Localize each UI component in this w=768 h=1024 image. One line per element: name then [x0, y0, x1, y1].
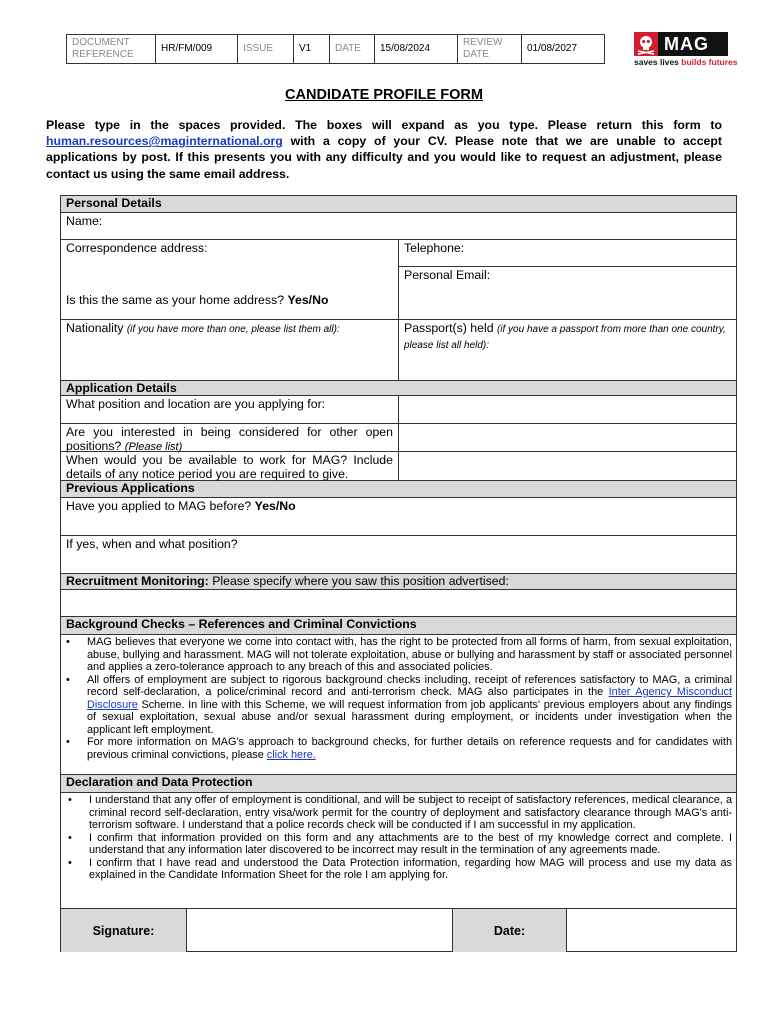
- page-title: CANDIDATE PROFILE FORM: [285, 87, 483, 103]
- passport-field[interactable]: Passport(s) held (if you have a passport from more than one country, please list all held):: [399, 320, 737, 381]
- position-question: What position and location are you applying for:: [61, 396, 399, 424]
- other-positions-answer-field[interactable]: [399, 424, 737, 452]
- intro-paragraph: Please type in the spaces provided. The boxes will expand as you type. Please return this form to human.resources@maginternational.org with a copy of your CV. Please note that we are unable to accept applications by post. If this presents you with any difficulty and you would like to request an adjustment, please contact us using the same email address.: [46, 118, 722, 181]
- skull-icon: [634, 32, 658, 56]
- click-here-link[interactable]: click here.: [266, 748, 316, 761]
- telephone-field[interactable]: Telephone:: [399, 240, 737, 267]
- applied-before-field[interactable]: Have you applied to MAG before? Yes/No: [61, 498, 737, 536]
- previous-position-field[interactable]: If yes, when and what position?: [61, 536, 737, 574]
- background-checks-list: [61, 635, 737, 775]
- doc-ref-value: HR/FM/009: [156, 35, 238, 64]
- review-date-label: REVIEW DATE: [458, 35, 522, 64]
- personal-details-heading: Personal Details: [61, 196, 737, 213]
- position-answer-field[interactable]: [399, 396, 737, 424]
- signature-label: Signature:: [61, 909, 187, 952]
- declaration-list: [61, 793, 737, 909]
- background-checks-heading: Background Checks – References and Criminal Convictions: [61, 617, 737, 635]
- nationality-field[interactable]: Nationality (if you have more than one, please list them all):: [61, 320, 399, 381]
- recruitment-monitoring-heading: Recruitment Monitoring: Please specify where you saw this position advertised:: [61, 574, 737, 590]
- signature-field[interactable]: [187, 909, 453, 952]
- list-item: • MAG believes that everyone we come into contact with, has the right to be protected from all forms of harm, from sexual exploitation, abuse, bullying and harassment. MAG will not tolerate exploitation, abuse or bullying and harassment by staff or associated personnel and applies a zero-tolerance approach to any breach of this and associated policies.: [87, 636, 732, 674]
- date-field-label: Date:: [453, 909, 567, 952]
- document-reference-table: [66, 34, 605, 64]
- personal-email-field[interactable]: Personal Email:: [399, 267, 737, 320]
- date-value: 15/08/2024: [375, 35, 458, 64]
- declaration-heading: Declaration and Data Protection: [61, 775, 737, 793]
- issue-value: V1: [294, 35, 330, 64]
- recruitment-source-field[interactable]: [61, 590, 737, 617]
- list-item: • I confirm that I have read and understood the Data Protection information, regarding how MAG will process and use my data as explained in the Candidate Information Sheet for the role I am applying for.: [89, 857, 732, 882]
- previous-applications-heading: Previous Applications: [61, 481, 737, 498]
- issue-label: ISSUE: [238, 35, 294, 64]
- application-details-heading: Application Details: [61, 381, 737, 396]
- review-date-value: 01/08/2027: [522, 35, 605, 64]
- date-label: DATE: [330, 35, 375, 64]
- candidate-form: [60, 195, 737, 952]
- hr-email-link[interactable]: human.resources@maginternational.org: [46, 134, 283, 149]
- list-item: • For more information on MAG's approach to background checks, for further details on reference requests and for candidates with previous criminal convictions, please click here.: [87, 736, 732, 761]
- list-item: • All offers of employment are subject to rigorous background checks including, receipt of references satisfactory to MAG, a criminal record self-declaration, a police/criminal record and anti-terrorism check. MAG also participates in the Inter Agency Misconduct Disclosure Scheme. In line with this Scheme, we will request information from job applicants' previous employers about any findings of sexual exploitation, sexual abuse and/or sexual harassment during employment, or incidents under investigation when the applicant left employment.: [87, 674, 732, 737]
- correspondence-address-field[interactable]: Correspondence address: Is this the same as your home address? Yes/No: [61, 240, 399, 320]
- availability-answer-field[interactable]: [399, 452, 737, 481]
- other-positions-question: Are you interested in being considered for other open positions? (Please list): [61, 424, 399, 452]
- logo-tagline: saves lives builds futures: [634, 57, 738, 67]
- misconduct-disclosure-link[interactable]: Inter Agency Misconduct Disclosure: [87, 686, 732, 711]
- doc-ref-label: DOCUMENT REFERENCE: [67, 35, 156, 64]
- list-item: • I understand that any offer of employment is conditional, and will be subject to receipt of satisfactory references, medical clearance, a criminal record self-declaration, entry visa/work permit for the country of deployment and satisfactory clearance through MAG's anti-terrorism software. I understand that a police records check will be conducted if I am successful in my application.: [89, 794, 732, 832]
- name-field[interactable]: Name:: [61, 213, 737, 240]
- logo-wordmark: MAG: [658, 32, 728, 56]
- list-item: • I confirm that information provided on this form and any attachments are to the best of my knowledge correct and complete. I understand that any information later discovered to be incorrect may result in the termination of any agreements made.: [89, 832, 732, 857]
- signature-date-field[interactable]: [567, 909, 737, 952]
- availability-question: When would you be available to work for MAG? Include details of any notice period you are required to give.: [61, 452, 399, 481]
- mag-logo: [634, 32, 738, 68]
